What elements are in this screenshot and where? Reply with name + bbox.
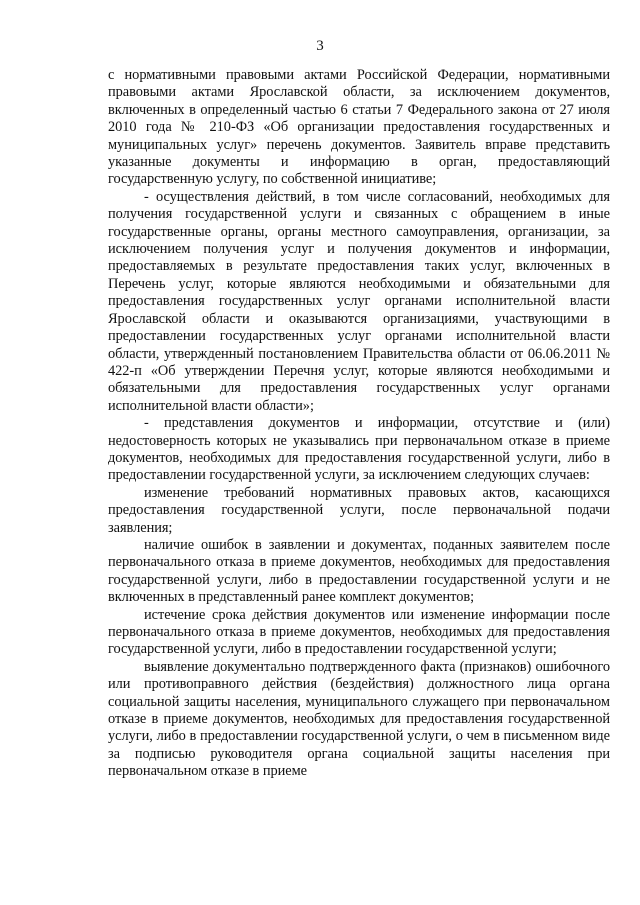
paragraph-errors-in-application: наличие ошибок в заявлении и документах, поданных заявителем после первоначального отказа в приеме документов, необходимых для предоставления государственной услуги, либо в предоставлении государственной услуги и не включенных в представленный ранее комплект документов; <box>108 536 610 606</box>
paragraph-actions-approvals: - осуществления действий, в том числе согласований, необходимых для получения государственной услуги и связанных с обращением в иные государственные органы, органы местного самоуправления, организации, за исключением получения услуг и получения документов и информации, предоставляемых в результате предоставления таких услуг, включенных в Перечень услуг, которые являются необходимыми и обязательными для предоставления государственных услуг органами исполнительной власти Ярославской области и оказываются организациями, участвующими в предоставлении государственных услуг органами исполнительной власти области, утвержденный постановлением Правительства области от 06.06.2011 № 422-п «Об утверждении Перечня услуг, которые являются необходимыми и обязательными для предоставления государственных услуг органами исполнительной власти области»; <box>108 188 610 414</box>
paragraph-erroneous-action: выявление документально подтвержденного факта (признаков) ошибочного или противоправного действия (бездействия) должностного лица органа социальной защиты населения, муниципального служащего при первоначальном отказе в приеме документов, необходимых для предоставления государственной услуги, либо в предоставлении государственной услуги, о чем в письменном виде за подписью руководителя органа социальной защиты населения при первоначальном отказе в приеме <box>108 658 610 780</box>
paragraph-document-expiry: истечение срока действия документов или изменение информации после первоначального отказа в приеме документов, необходимых для предоставления государственной услуги, либо в предоставлении государственной услуги; <box>108 606 610 658</box>
document-body <box>108 67 610 781</box>
paragraph-documents-information: - представления документов и информации, отсутствие и (или) недостоверность которых не указывались при первоначальном отказе в приеме документов, необходимых для предоставления государственной услуги, либо в предоставлении государственной услуги, за исключением следующих случаев: <box>108 415 610 484</box>
paragraph-requirements-change: изменение требований нормативных правовых актов, касающихся предоставления государственной услуги, после первоначальной подачи заявления; <box>108 484 610 536</box>
page-number: 3 <box>316 38 324 54</box>
paragraph-continuation: с нормативными правовыми актами Российской Федерации, нормативными правовыми актами Ярославской области, за исключением документов, включенных в определенный частью 6 статьи 7 Федерального закона от 27 июля 2010 года № 210-ФЗ «Об организации предоставления государственных и муниципальных услуг» перечень документов. Заявитель вправе представить указанные документы и информацию в орган, предоставляющий государственную услугу, по собственной инициативе; <box>108 67 610 188</box>
